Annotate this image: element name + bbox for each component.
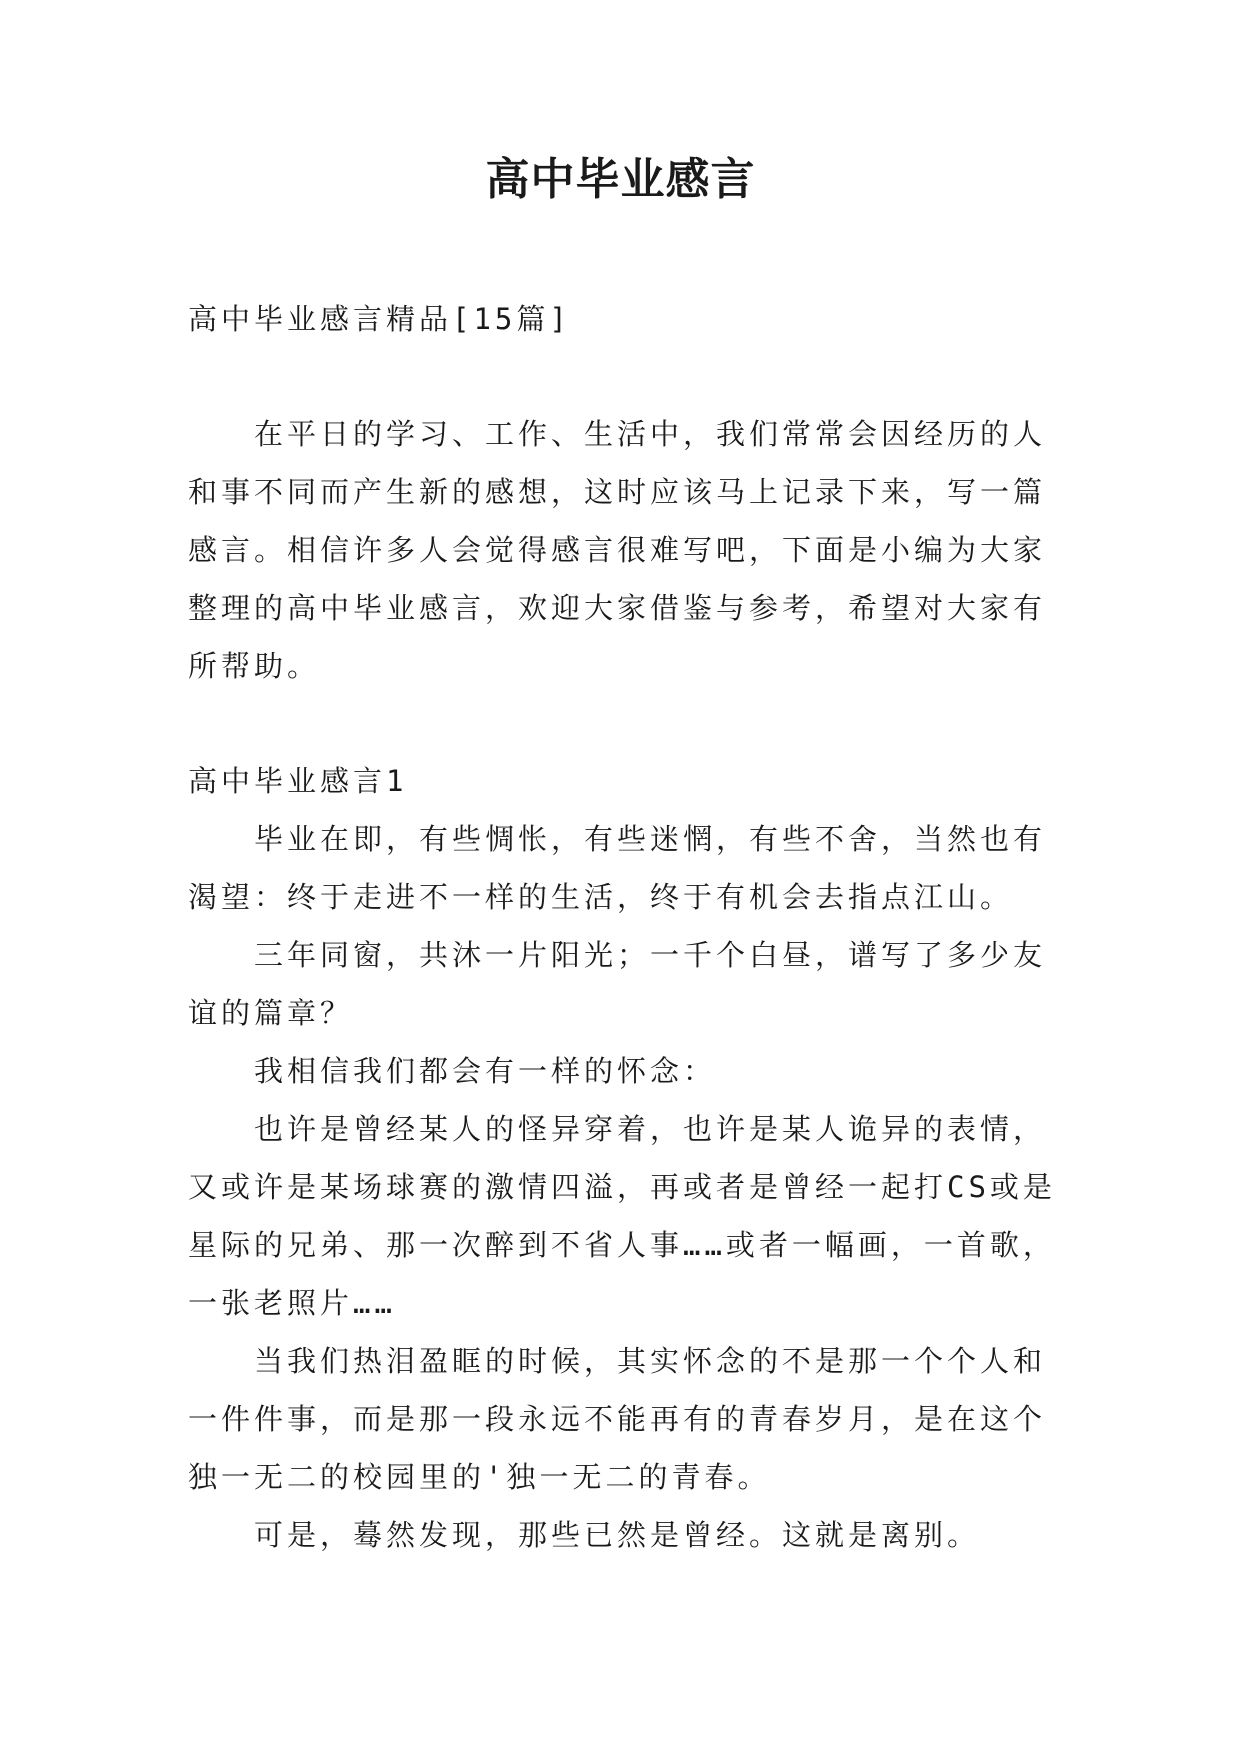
document-subtitle: 高中毕业感言精品[15篇] (188, 302, 571, 336)
paragraph: 我相信我们都会有一样的怀念： (254, 1054, 717, 1088)
section-body (188, 810, 1058, 1564)
document-title: 高中毕业感言 (485, 154, 756, 205)
section-heading: 高中毕业感言1 (188, 764, 408, 798)
paragraph: 也许是曾经某人的怪异穿着，也许是某人诡异的表情，又或许是某场球赛的激情四溢，再或者是曾经一起打CS或是星际的兄弟、那一次醉到不省人事……或者一幅画，一首歌，一张老照片…… (188, 1112, 1056, 1320)
paragraph: 可是，蓦然发现，那些已然是曾经。这就是离别。 (254, 1518, 981, 1552)
paragraph: 当我们热泪盈眶的时候，其实怀念的不是那一个个人和一件件事，而是那一段永远不能再有的青春岁月，是在这个独一无二的校园里的'独一无二的青春。 (188, 1344, 1047, 1494)
paragraph: 三年同窗，共沐一片阳光；一千个白昼，谱写了多少友谊的篇章？ (188, 938, 1047, 1030)
paragraph: 毕业在即，有些惆怅，有些迷惘，有些不舍，当然也有渴望：终于走进不一样的生活，终于有机会去指点江山。 (188, 822, 1047, 914)
intro-paragraph: 在平日的学习、工作、生活中，我们常常会因经历的人和事不同而产生新的感想，这时应该马上记录下来，写一篇感言。相信许多人会觉得感言很难写吧，下面是小编为大家整理的高中毕业感言，欢迎大家借鉴与参考，希望对大家有所帮助。 (188, 417, 1047, 683)
